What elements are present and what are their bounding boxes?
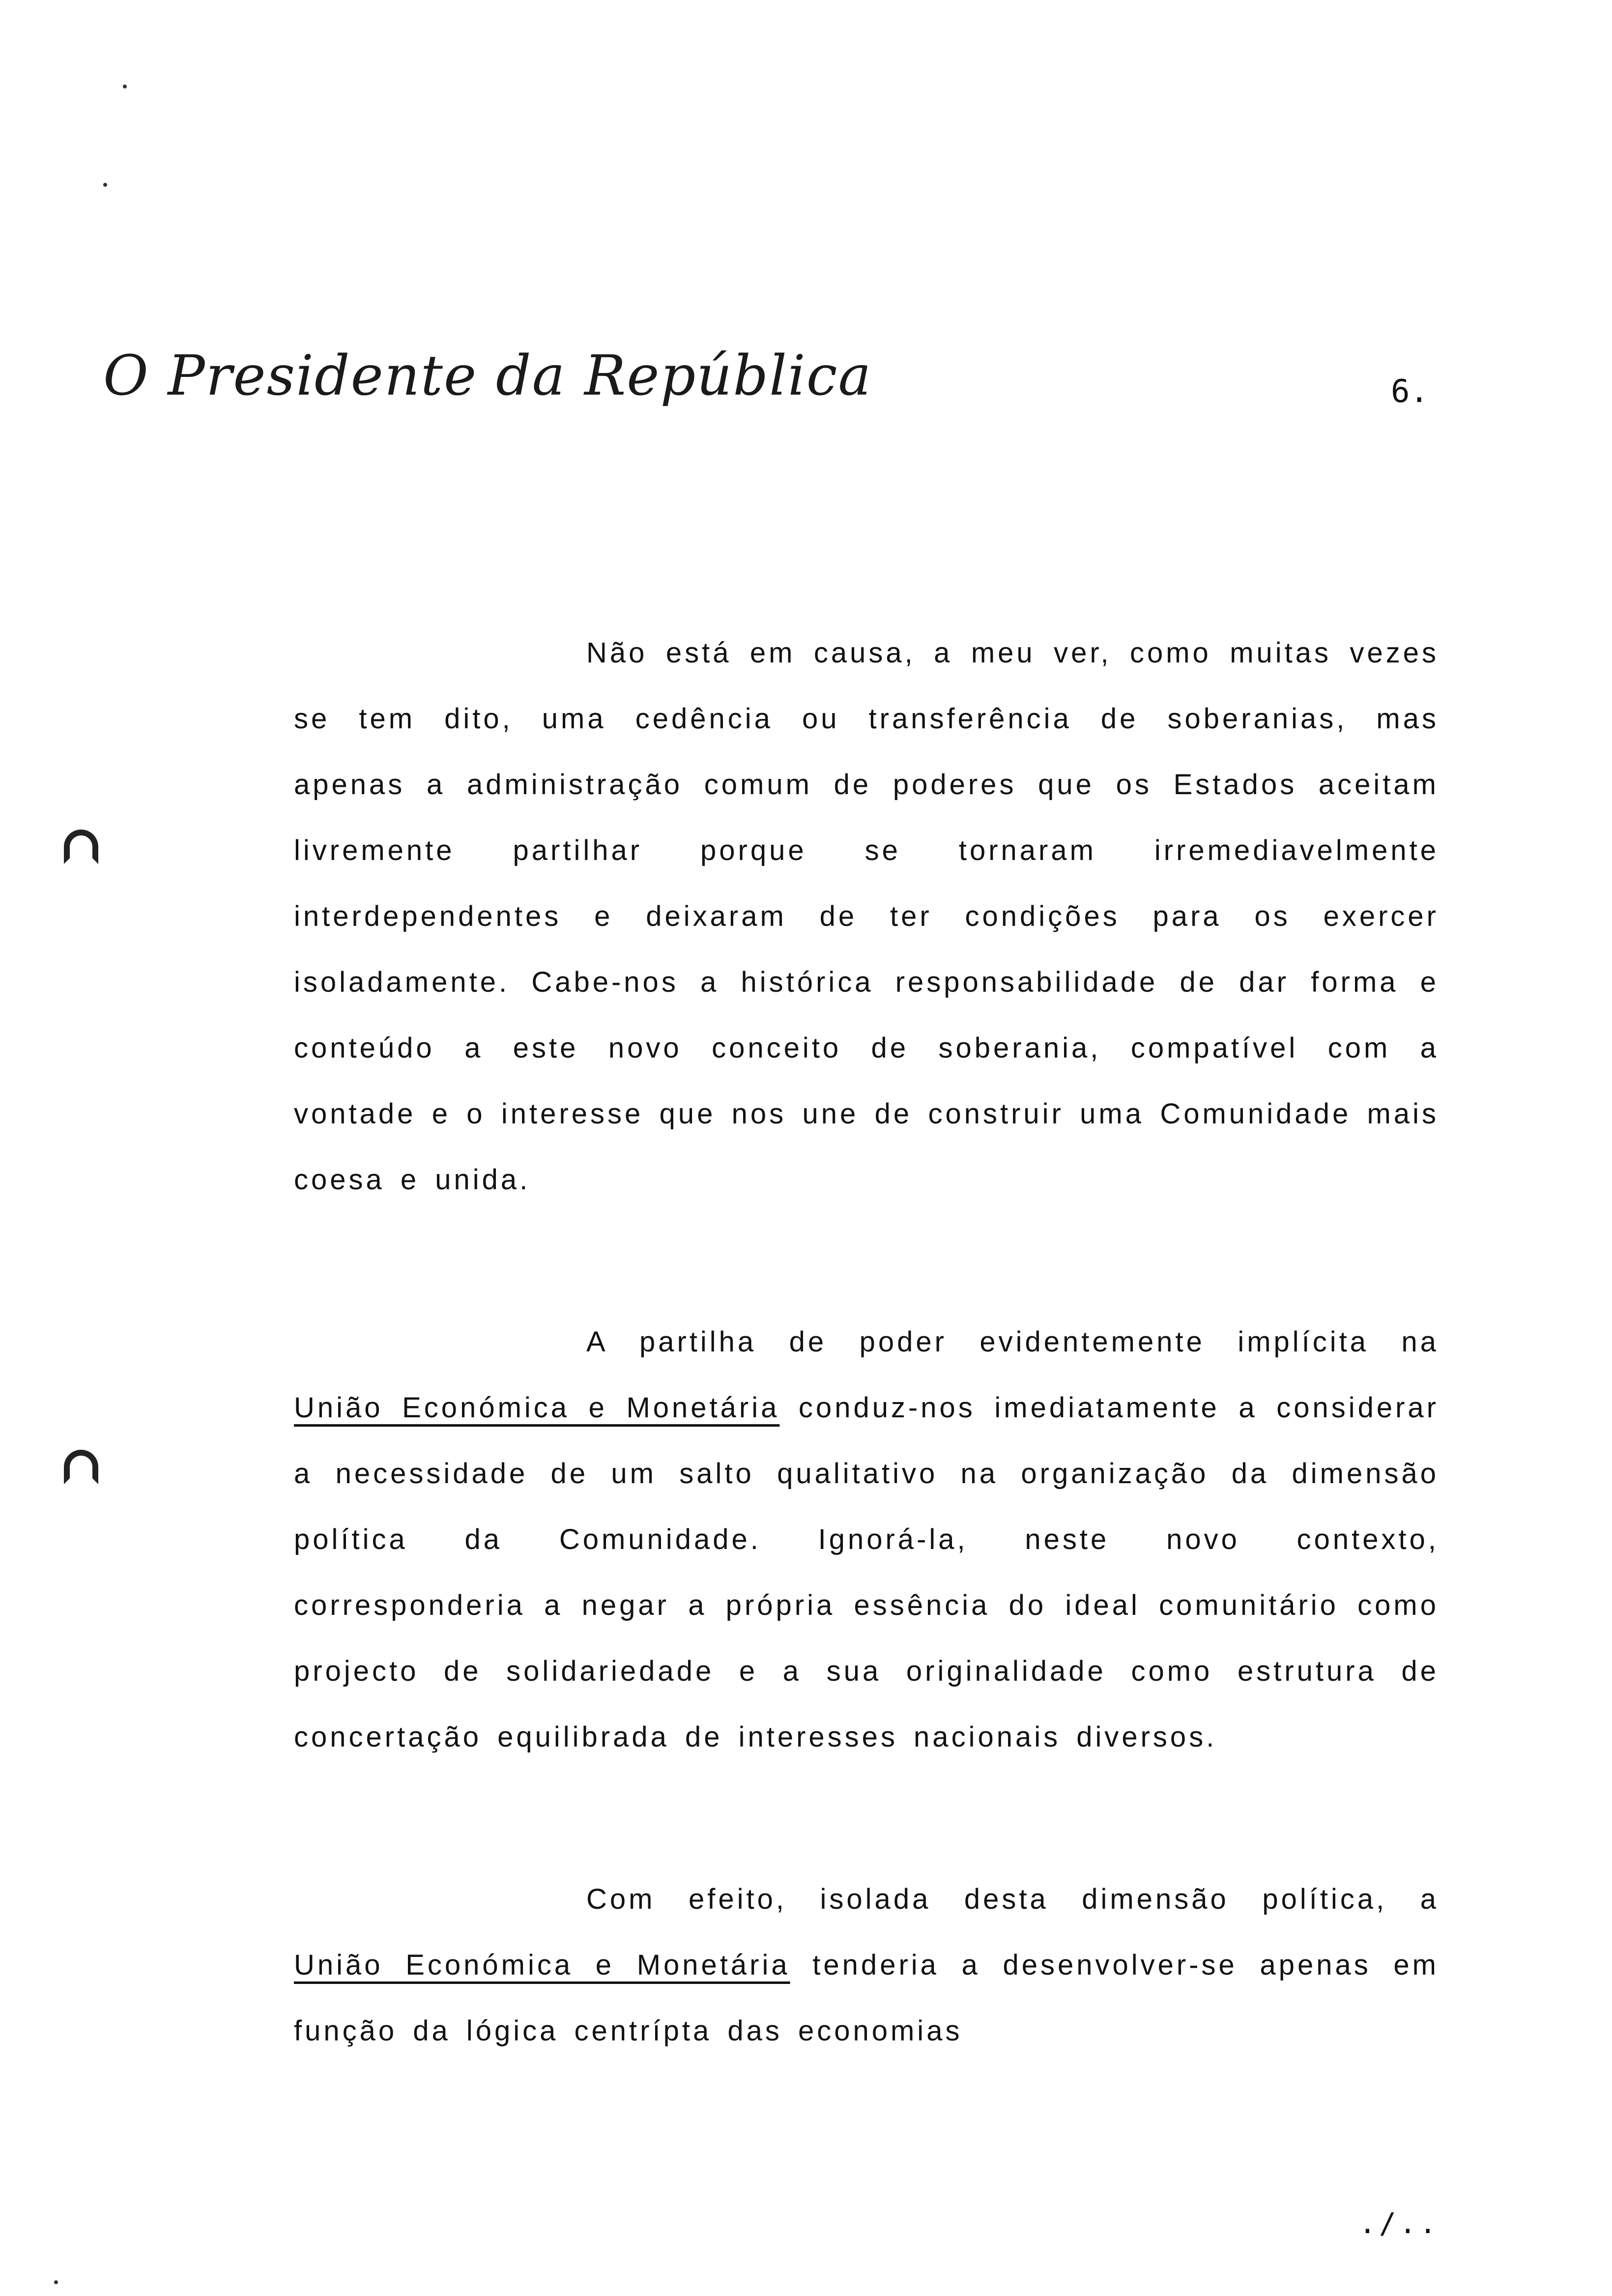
continuation-mark: ./.. — [1359, 2207, 1439, 2240]
punch-hole-mark — [64, 830, 98, 864]
underlined-term: União Económica e Monetária — [294, 1949, 790, 1981]
paragraph-text: tenderia a desenvolver-se apenas em função da lógica centrípta das economias — [294, 1949, 1439, 2047]
page-number: 6. — [1391, 373, 1429, 410]
paper-speck — [54, 2280, 58, 2284]
letterhead: O Presidente da República — [103, 344, 872, 408]
underlined-term: União Económica e Monetária — [294, 1392, 780, 1424]
paragraph-1 — [294, 620, 1439, 1213]
paragraph-text: Com efeito, isolada desta dimensão política, a — [586, 1883, 1439, 1915]
paragraph-2 — [294, 1309, 1439, 1770]
paragraph-3 — [294, 1866, 1439, 2064]
paper-speck — [103, 183, 107, 187]
document-body — [294, 620, 1439, 2064]
punch-hole-mark — [64, 1450, 98, 1484]
paragraph-text: conduz-nos imediatamente a considerar a necessidade de um salto qualitativo na organização da dimensão política da Comunidade. Ignorá-la, neste novo contexto, corresponderia a negar a própria essência do ideal comunitário como projecto de solidariedade e a sua originalidade como estrutura de concertação equilibrada de interesses nacionais diversos. — [294, 1392, 1439, 1753]
paragraph-text: Não está em causa, a meu ver, como muitas vezes se tem dito, uma cedência ou transferência de soberanias, mas apenas a administração comum de poderes que os Estados aceitam livremente partilhar porque se tornaram irremediavelmente interdependentes e deixaram de ter condições para os exercer isoladamente. Cabe-nos a histórica responsabilidade de dar forma e conteúdo a este novo conceito de soberania, compatível com a vontade e o interesse que nos une de construir uma Comunidade mais coesa e unida. — [294, 637, 1439, 1196]
paper-speck — [123, 85, 127, 88]
paragraph-text: A partilha de poder evidentemente implícita na — [586, 1326, 1439, 1358]
